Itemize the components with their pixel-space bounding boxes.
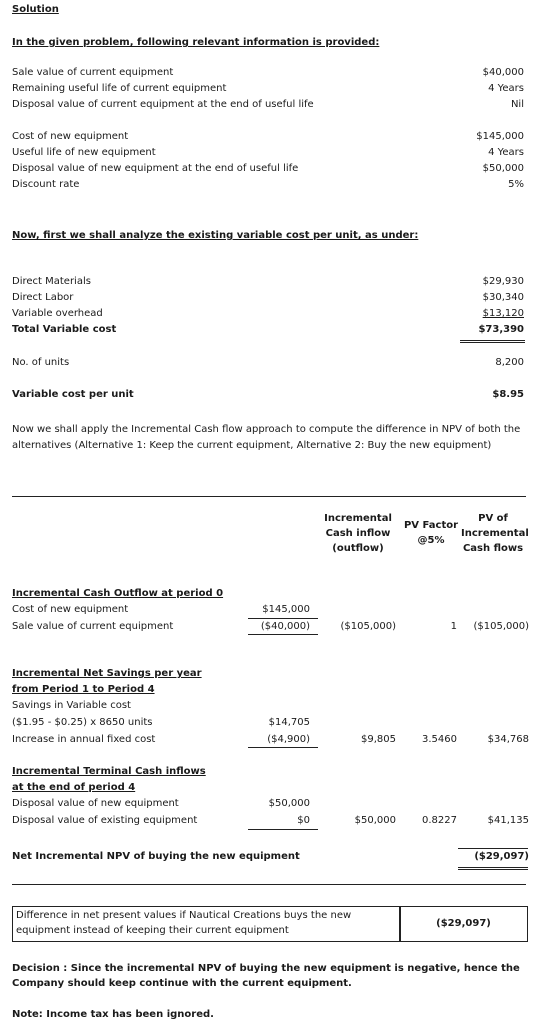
outflow-amount: ($40,000) — [260, 621, 310, 632]
given-label: Disposal value of new equipment at the end of useful life — [12, 163, 299, 174]
variable-label: Direct Labor — [12, 292, 74, 303]
savings-pv: $34,768 — [487, 734, 529, 745]
total-variable-label: Total Variable cost — [12, 324, 117, 335]
total-double-underline — [460, 342, 525, 343]
given-value: $40,000 — [482, 67, 524, 78]
outflow-amount: $145,000 — [262, 604, 310, 615]
outflow-incremental: ($105,000) — [340, 621, 396, 632]
outflow-heading: Incremental Cash Outflow at period 0 — [12, 588, 224, 599]
given-label: Sale value of current equipment — [12, 67, 174, 78]
header-pv-factor: PV Factor @5% — [403, 520, 459, 546]
difference-text-box — [12, 906, 401, 942]
variable-value: $13,120 — [482, 308, 524, 319]
outflow-rule — [248, 634, 318, 635]
given-value: $50,000 — [482, 163, 524, 174]
note-text: Note: Income tax has been ignored. — [12, 1009, 214, 1020]
solution-title: Solution — [12, 4, 59, 15]
given-value: $145,000 — [476, 131, 524, 142]
total-variable-value: $73,390 — [478, 324, 524, 335]
variable-label: Direct Materials — [12, 276, 91, 287]
total-underline — [460, 340, 525, 341]
net-npv-value: ($29,097) — [474, 851, 529, 862]
variable-label: Variable overhead — [12, 308, 103, 319]
given-value: 4 Years — [488, 147, 524, 158]
units-value: 8,200 — [495, 357, 524, 368]
given-heading: In the given problem, following relevant information is provided: — [12, 37, 380, 48]
net-npv-double-rule — [458, 869, 528, 870]
decision-text: Decision : Since the incremental NPV of buying the new equipment is negative, hence the Company should keep continue with the current equipment. — [12, 963, 520, 989]
given-label: Cost of new equipment — [12, 131, 129, 142]
given-label: Discount rate — [12, 179, 80, 190]
table-top-rule — [12, 496, 526, 497]
given-value: 5% — [508, 179, 524, 190]
terminal-heading: Incremental Terminal Cash inflows — [12, 766, 206, 777]
vc-per-unit-value: $8.95 — [492, 389, 524, 400]
terminal-amount: $0 — [297, 815, 310, 826]
approach-text: Now we shall apply the Incremental Cash flow approach to compute the difference in NPV of both the alternatives (Alternative 1: Keep the current equipment, Alternative 2: Buy the new equipment) — [12, 424, 521, 451]
outflow-label: Cost of new equipment — [12, 604, 129, 615]
given-label: Remaining useful life of current equipment — [12, 83, 227, 94]
variable-value: $29,930 — [482, 276, 524, 287]
net-npv-bottom-rule — [458, 867, 528, 868]
terminal-pv: $41,135 — [487, 815, 529, 826]
given-label: Disposal value of current equipment at the end of useful life — [12, 99, 314, 110]
savings-label: Increase in annual fixed cost — [12, 734, 156, 745]
terminal-rule — [248, 829, 318, 830]
difference-value-box — [399, 906, 528, 942]
savings-amount: $14,705 — [268, 717, 310, 728]
savings-label: ($1.95 - $0.25) x 8650 units — [12, 717, 153, 728]
outflow-label: Sale value of current equipment — [12, 621, 174, 632]
units-label: No. of units — [12, 357, 70, 368]
terminal-amount: $50,000 — [268, 798, 310, 809]
savings-subheading: from Period 1 to Period 4 — [12, 684, 155, 695]
variable-heading: Now, first we shall analyze the existing variable cost per unit, as under: — [12, 230, 419, 241]
outflow-pv-factor: 1 — [450, 621, 457, 632]
header-incremental: Incremental Cash inflow (outflow) — [324, 513, 392, 554]
section-rule — [12, 884, 526, 885]
savings-amount: ($4,900) — [267, 734, 310, 745]
variable-value: $30,340 — [482, 292, 524, 303]
terminal-label: Disposal value of existing equipment — [12, 815, 198, 826]
header-pv-incremental: PV of Incremental Cash flows — [461, 513, 529, 554]
given-value: 4 Years — [488, 83, 524, 94]
savings-sub-label: Savings in Variable cost — [12, 700, 131, 711]
outflow-rule — [248, 618, 318, 619]
net-npv-label: Net Incremental NPV of buying the new equipment — [12, 851, 300, 862]
outflow-pv: ($105,000) — [473, 621, 529, 632]
savings-incremental: $9,805 — [361, 734, 396, 745]
terminal-pv-factor: 0.8227 — [422, 815, 457, 826]
savings-rule — [248, 747, 318, 748]
savings-heading: Incremental Net Savings per year — [12, 668, 202, 679]
terminal-label: Disposal value of new equipment — [12, 798, 179, 809]
given-value: Nil — [510, 99, 524, 110]
savings-pv-factor: 3.5460 — [422, 734, 457, 745]
terminal-incremental: $50,000 — [354, 815, 396, 826]
given-label: Useful life of new equipment — [12, 147, 156, 158]
difference-value: ($29,097) — [436, 918, 491, 929]
net-npv-top-rule — [458, 848, 528, 849]
terminal-subheading: at the end of period 4 — [12, 782, 136, 793]
vc-per-unit-label: Variable cost per unit — [12, 389, 134, 400]
difference-text: Difference in net present values if Nautical Creations buys the new equipment instead of keeping their current equipment — [16, 910, 352, 936]
